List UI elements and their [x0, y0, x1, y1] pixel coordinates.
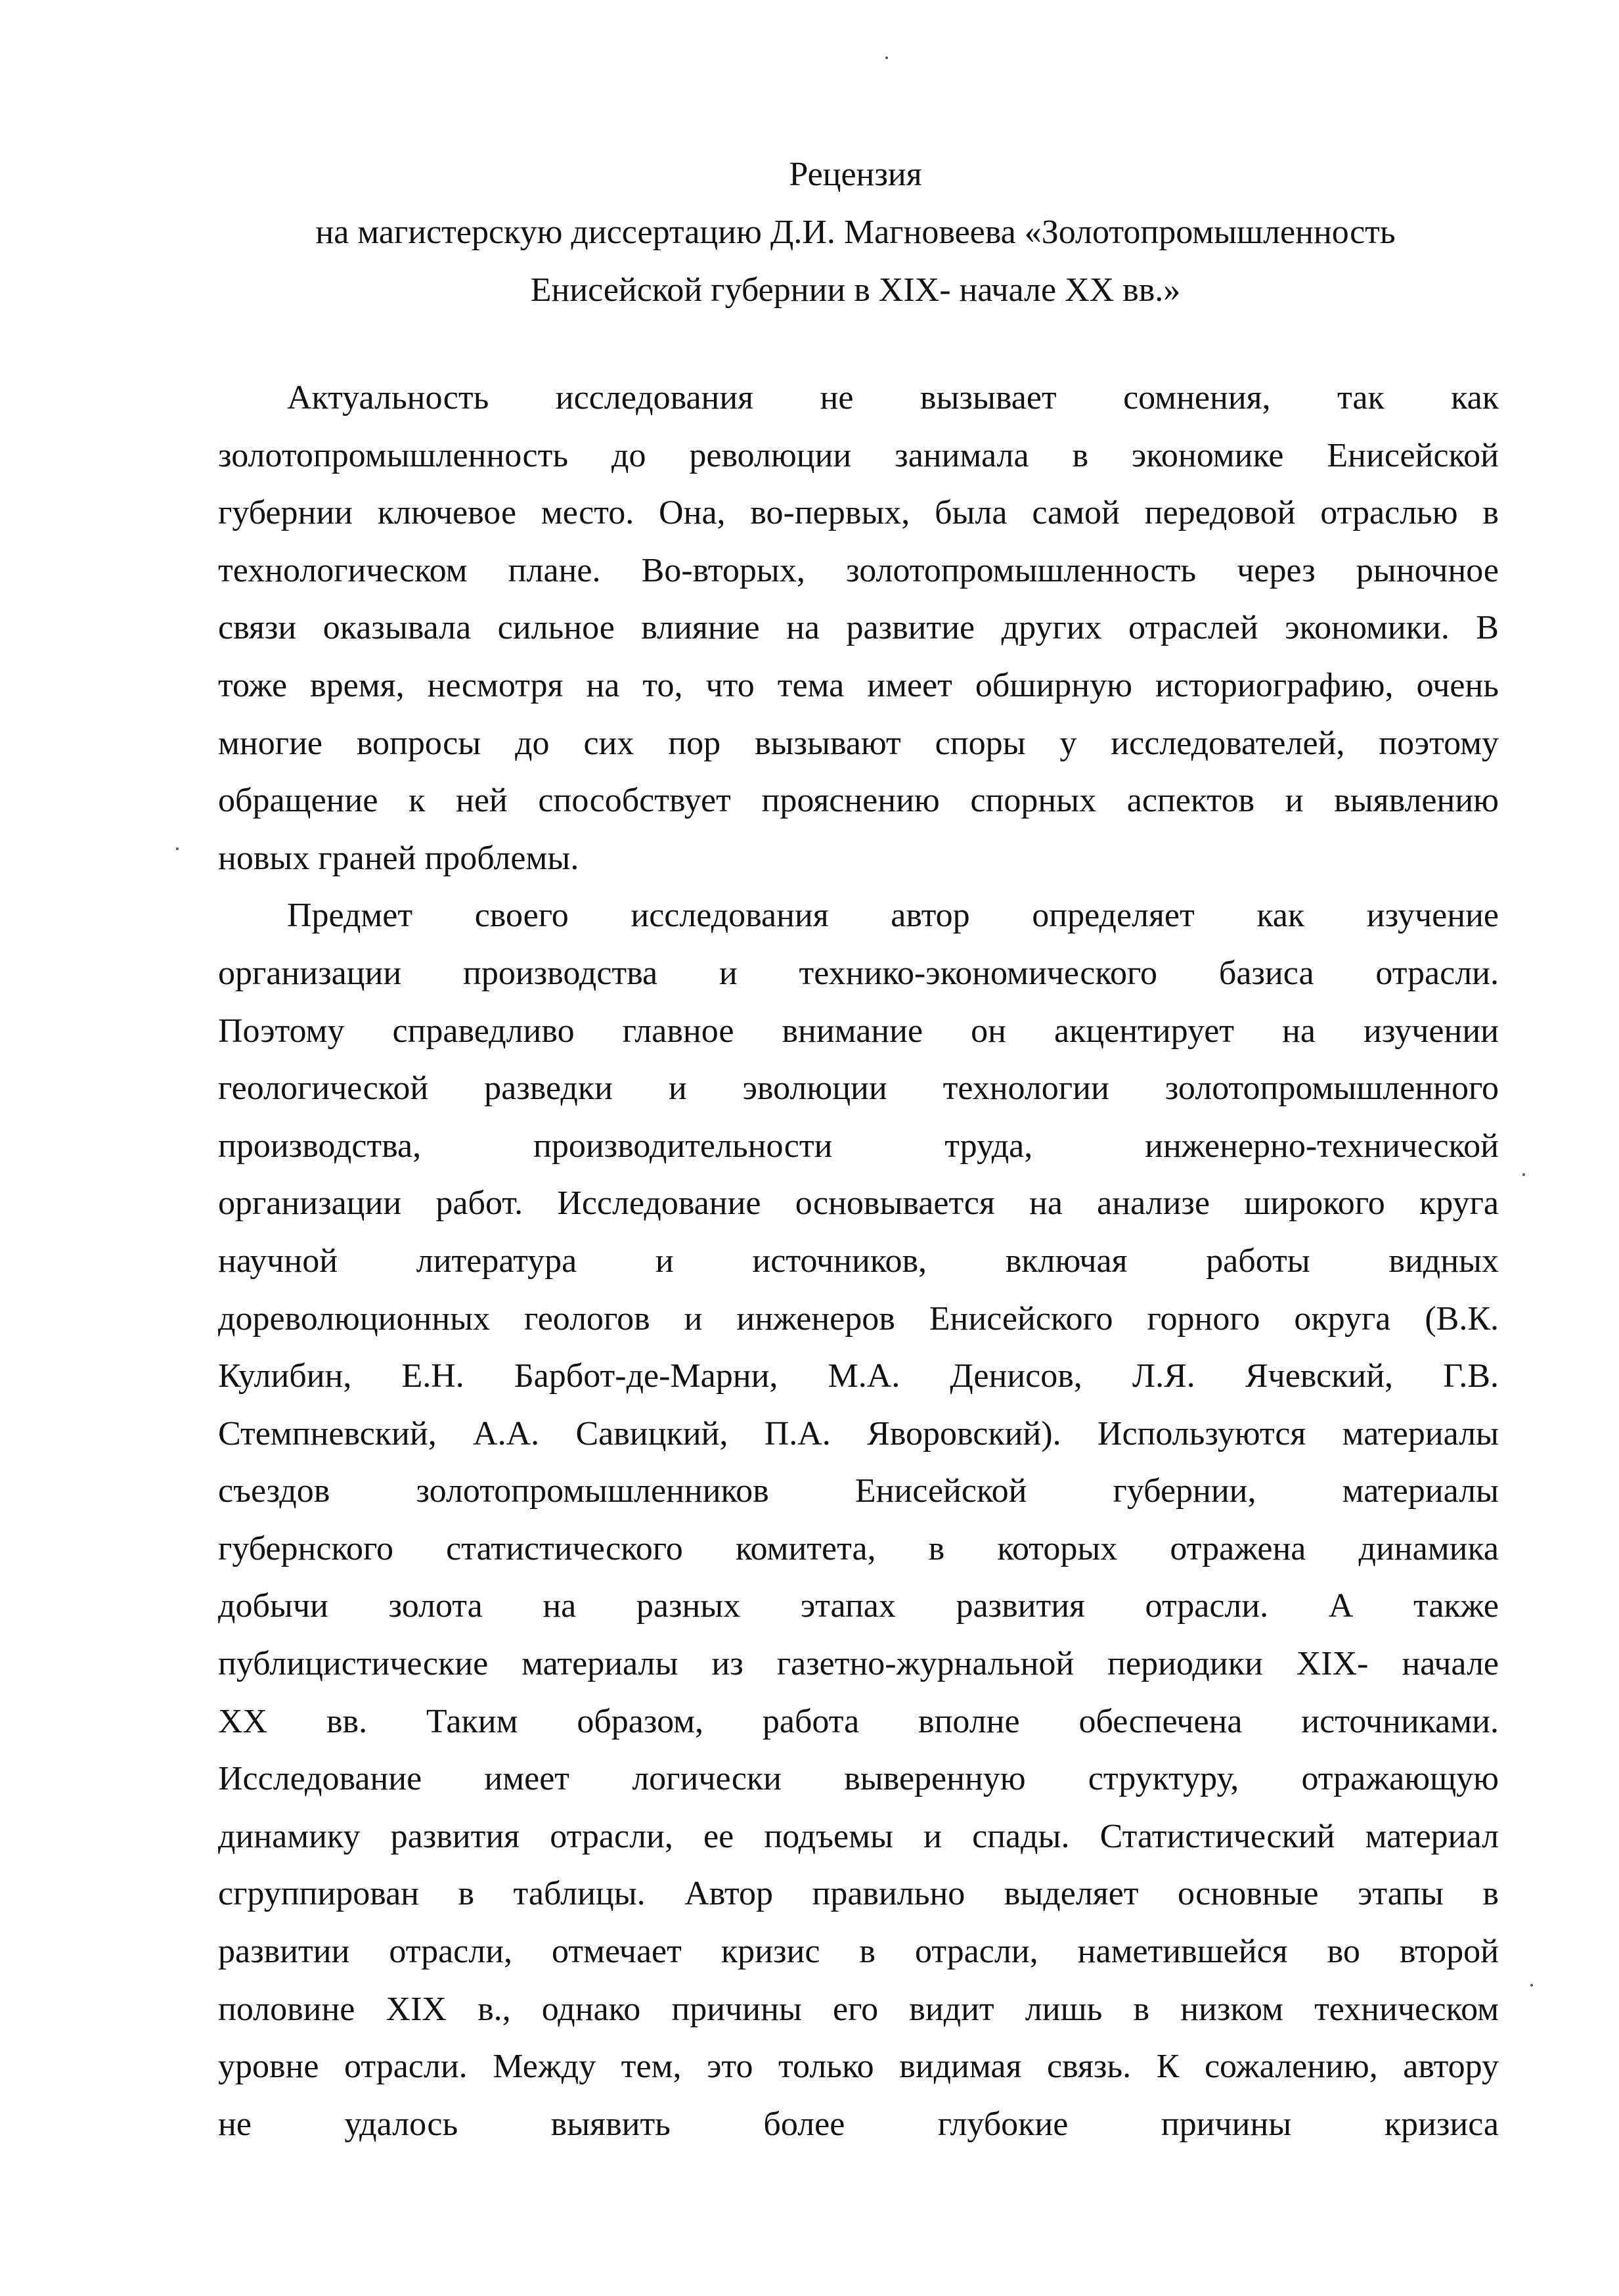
text-line: не удалось выявить более глубокие причины кризиса: [218, 2105, 1499, 2143]
text-line: геологической разведки и эволюции технологии золотопромышленного: [218, 1069, 1499, 1108]
text-line: губернии ключевое место. Она, во-первых, была самой передовой отраслью в: [218, 494, 1499, 532]
text-line: публицистические материалы из газетно-журнальной периодики XIX- начале: [218, 1645, 1499, 1683]
text-line: динамику развития отрасли, ее подъемы и спады. Статистический материал: [218, 1817, 1499, 1855]
text-line: уровне отрасли. Между тем, это только видимая связь. К сожалению, автору: [218, 2048, 1499, 2086]
document-body: [218, 369, 1499, 2153]
text-line: Стемпневский, А.А. Савицкий, П.А. Яворовский). Используются материалы: [218, 1414, 1499, 1452]
text-line: Поэтому справедливо главное внимание он акцентирует на изучении: [218, 1012, 1499, 1050]
scan-speck: [1530, 1984, 1533, 1987]
text-line: тоже время, несмотря на то, что тема имеет обширную историографию, очень: [218, 666, 1499, 704]
document-subtitle-line-2: Енисейской губернии в XIX- начале XX вв.»: [530, 271, 1181, 309]
text-line: сгруппирован в таблицы. Автор правильно выделяет основные этапы в: [218, 1875, 1499, 1913]
text-line: съездов золотопромышленников Енисейской губернии, материалы: [218, 1472, 1499, 1510]
text-line: добычи золота на разных этапах развития отрасли. А также: [218, 1587, 1499, 1625]
scan-speck: [176, 847, 179, 850]
text-line: новых граней проблемы.: [218, 839, 579, 877]
text-line: дореволюционных геологов и инженеров Енисейского горного округа (В.К.: [218, 1299, 1499, 1338]
text-line: губернского статистического комитета, в которых отражена динамика: [218, 1529, 1499, 1567]
scan-speck: [1522, 1173, 1525, 1176]
text-line: половине XIX в., однако причины его видит лишь в низком техническом: [218, 1990, 1499, 2028]
text-line: Исследование имеет логически выверенную структуру, отражающую: [218, 1760, 1499, 1798]
text-line: организации производства и технико-экономического базиса отрасли.: [218, 954, 1499, 992]
document-title: Рецензия: [789, 156, 922, 193]
text-line: Предмет своего исследования автор определяет как изучение: [287, 897, 1499, 935]
text-line: Актуальность исследования не вызывает сомнения, так как: [287, 379, 1499, 416]
text-line: организации работ. Исследование основывается на анализе широкого круга: [218, 1184, 1499, 1223]
text-line: производства, производительности труда, инженерно-технической: [218, 1127, 1499, 1165]
scan-speck: [885, 56, 888, 59]
text-line: научной литература и источников, включая работы видных: [218, 1242, 1499, 1280]
document-subtitle-line-1: на магистерскую диссертацию Д.И. Магновеева «Золотопромышленность: [315, 214, 1396, 251]
text-line: развитии отрасли, отмечает кризис в отрасли, наметившейся во второй: [218, 1933, 1499, 1971]
text-line: Кулибин, Е.Н. Барбот-де-Марни, М.А. Денисов, Л.Я. Ячевский, Г.В.: [218, 1357, 1499, 1395]
document-header: [210, 146, 1501, 319]
text-line: обращение к ней способствует прояснению спорных аспектов и выявлению: [218, 782, 1499, 820]
text-line: технологическом плане. Во-вторых, золотопромышленность через рыночное: [218, 551, 1499, 589]
text-line: XX вв. Таким образом, работа вполне обеспечена источниками.: [218, 1702, 1499, 1740]
text-line: золотопромышленность до революции занимала в экономике Енисейской: [218, 436, 1499, 474]
text-line: многие вопросы до сих пор вызывают споры у исследователей, поэтому: [218, 724, 1499, 762]
text-line: связи оказывала сильное влияние на развитие других отраслей экономики. В: [218, 609, 1499, 647]
